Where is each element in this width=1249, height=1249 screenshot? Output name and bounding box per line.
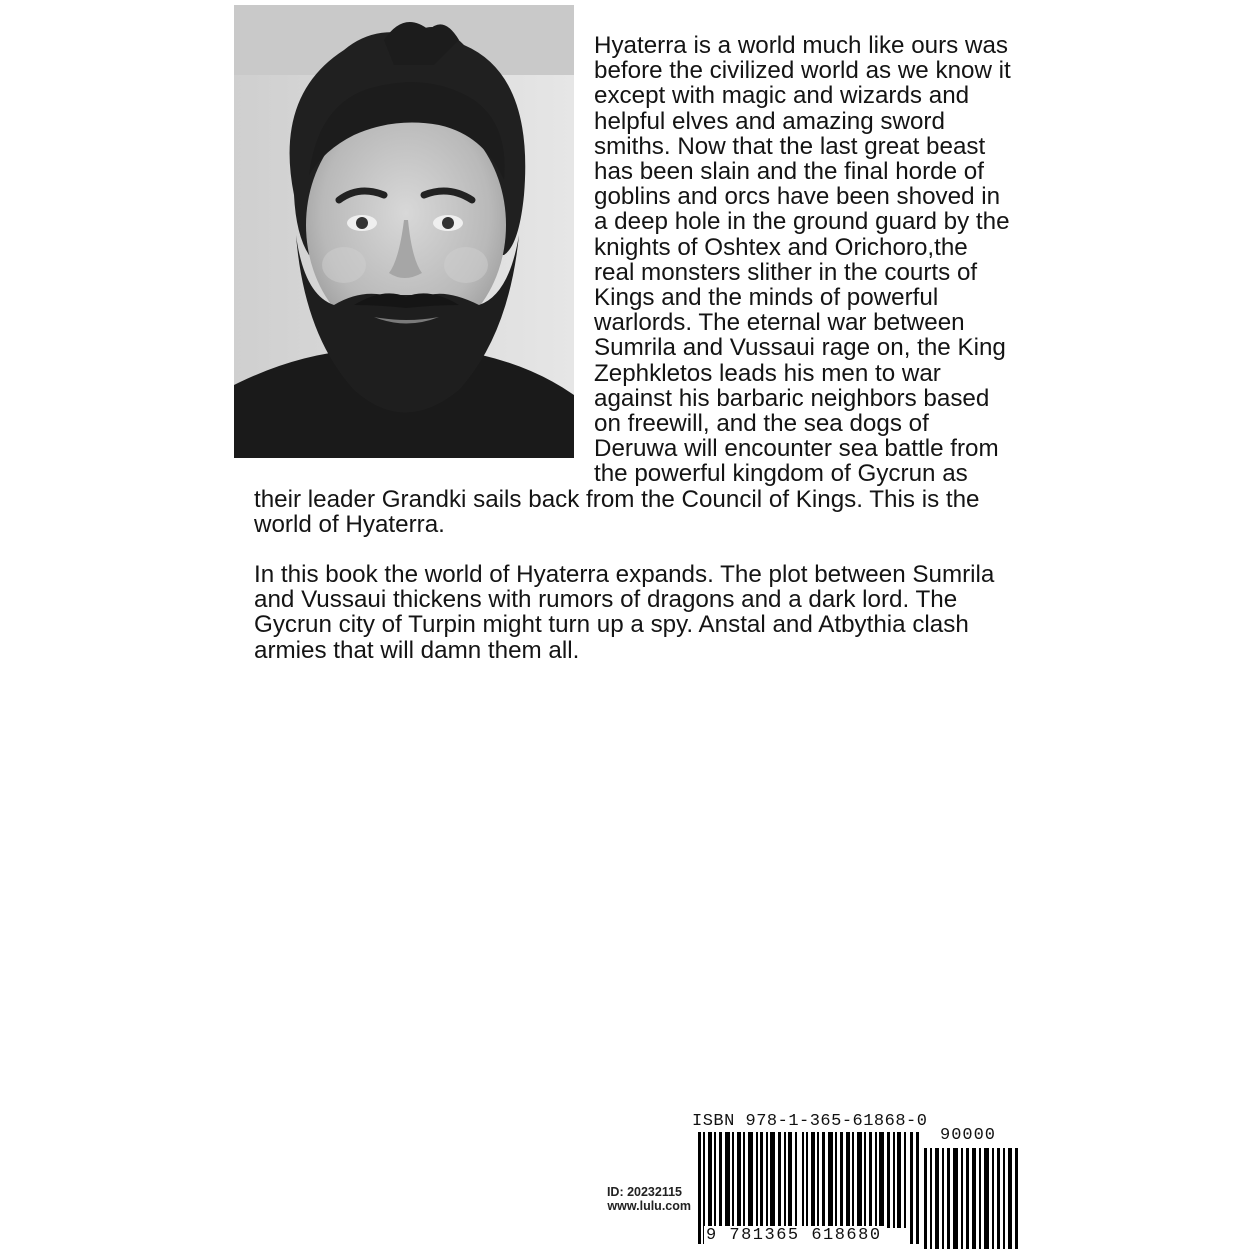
- photo-wrap-spacer: [254, 33, 594, 470]
- price-addon-barcode: [922, 1148, 1020, 1249]
- isbn-label: ISBN 978-1-365-61868-0: [692, 1112, 928, 1131]
- book-description: [254, 33, 1014, 663]
- publisher-id: ID: 20232115: [606, 1185, 682, 1199]
- price-code: 90000: [940, 1126, 997, 1145]
- description-paragraph-2: In this book the world of Hyaterra expands. The plot between Sumrila and Vussaui thickens with rumors of dragons and a dark lord. The Gycrun city of Turpin might turn up a spy. Anstal and Atbythia clash armies that will damn them all.: [254, 561, 995, 664]
- publisher-url: www.lulu.com: [607, 1199, 691, 1213]
- description-paragraph-1: Hyaterra is a world much like ours was before the civilized world as we know it except with magic and wizards and helpful elves and amazing sword smiths. Now that the last great beast has been slain and the final horde of goblins and orcs have been shoved in a deep hole in the ground guard by the knights of Oshtex and Orichoro,the real monsters slither in the courts of Kings and the minds of powerful warlords. The eternal war between Sumrila and Vussaui rage on, the King Zephkletos leads his men to war against his barbaric neighbors based on freewill, and the sea dogs of Deruwa will encounter sea battle from the powerful kingdom of Gycrun as their leader Grandki sails back from the Council of Kings. This is the world of Hyaterra.: [254, 32, 1011, 538]
- barcode-digits: 9 781365 618680: [706, 1226, 882, 1245]
